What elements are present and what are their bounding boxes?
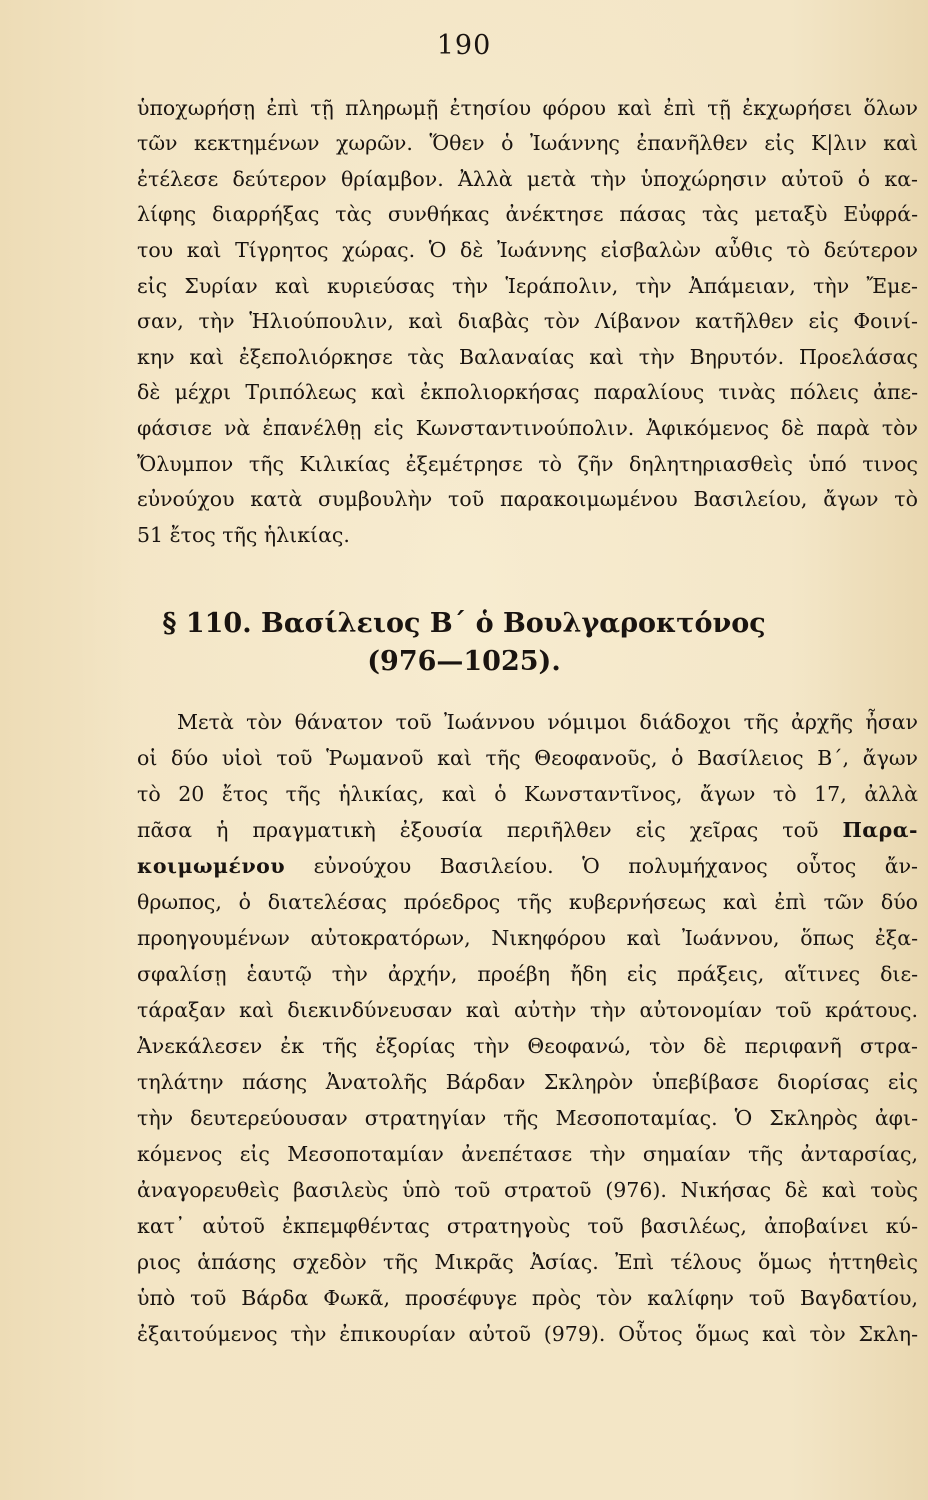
text-line: σαν, τὴν Ἡλιούπουλιν, καὶ διαβὰς τὸν Λίβανον κατῆλθεν εἰς Φοινί- <box>137 309 918 333</box>
bold-term: Παρα- <box>842 818 918 842</box>
text-line: ὑποχωρήσῃ ἐπὶ τῇ πληρωμῇ ἐτησίου φόρου καὶ ἐπὶ τῇ ἐκχωρήσει ὅλων <box>137 96 918 120</box>
text-line: ὑπὸ τοῦ Βάρδα Φωκᾶ, προσέφυγε πρὸς τὸν καλίφην τοῦ Βαγδατίου, <box>137 1286 918 1310</box>
text-line: Ὄλυμπον τῆς Κιλικίας ἐξεμέτρησε τὸ ζῆν δηλητηριασθεὶς ὑπό τινος <box>137 452 918 476</box>
text-line: ριος ἁπάσης σχεδὸν τῆς Μικρᾶς Ἀσίας. Ἐπὶ τέλους ὅμως ἡττηθεὶς <box>137 1250 918 1274</box>
text-line: κατ᾿ αὐτοῦ ἐκπεμφθέντας στρατηγοὺς τοῦ βασιλέως, ἀποβαίνει κύ- <box>137 1214 918 1238</box>
text-line: προηγουμένων αὐτοκρατόρων, Νικηφόρου καὶ Ἰωάννου, ὅπως ἐξα- <box>137 926 918 950</box>
text-line: δὲ μέχρι Τριπόλεως καὶ ἐκπολιορκήσας παραλίους τινὰς πόλεις ἀπε- <box>137 380 918 404</box>
text-line: Μετὰ τὸν θάνατον τοῦ Ἰωάννου νόμιμοι διάδοχοι τῆς ἀρχῆς ἦσαν <box>177 710 918 734</box>
text-line: κην καὶ ἐξεπολιόρκησε τὰς Βαλαναίας καὶ τὴν Βηρυτόν. Προελάσας <box>137 345 918 369</box>
section-heading: § 110. Βασίλειος Β΄ ὁ Βουλγαροκτόνος <box>162 608 766 639</box>
text-line: τὴν δευτερεύουσαν στρατηγίαν τῆς Μεσοποταμίας. Ὁ Σκληρὸς ἀφι- <box>137 1106 918 1130</box>
text-line: ἐτέλεσε δεύτερον θρίαμβον. Ἀλλὰ μετὰ τὴν ὑποχώρησιν αὐτοῦ ὁ κα- <box>137 167 918 191</box>
text-line: Ἀνεκάλεσεν ἐκ τῆς ἐξορίας τὴν Θεοφανώ, τὸν δὲ περιφανῆ στρα- <box>137 1034 918 1058</box>
text-line <box>137 815 918 845</box>
text-line: φάσισε νὰ ἐπανέλθῃ εἰς Κωνσταντινούπολιν. Ἀφικόμενος δὲ παρὰ τὸν <box>137 416 918 440</box>
page-number: 190 <box>436 30 492 61</box>
bold-term: κοιμωμένου <box>137 854 286 878</box>
text-line: σφαλίσῃ ἑαυτῷ τὴν ἀρχήν, προέβη ἤδη εἰς πράξεις, αἵτινες διε- <box>137 962 918 986</box>
text-line <box>137 851 918 881</box>
text-line: ἀναγορευθεὶς βασιλεὺς ὑπὸ τοῦ στρατοῦ (976). Νικήσας δὲ καὶ τοὺς <box>137 1178 918 1202</box>
section-heading-dates: (976—1025). <box>367 646 561 677</box>
text-line: οἱ δύο υἱοὶ τοῦ Ῥωμανοῦ καὶ τῆς Θεοφανοῦς, ὁ Βασίλειος Β΄, ἄγων <box>137 746 918 770</box>
text-line: θρωπος, ὁ διατελέσας πρόεδρος τῆς κυβερνήσεως καὶ ἐπὶ τῶν δύο <box>137 890 918 914</box>
text-line: κόμενος εἰς Μεσοποταμίαν ἀνεπέτασε τὴν σημαίαν τῆς ἀνταρσίας, <box>137 1142 918 1166</box>
text-span: εὐνούχου Βασιλείου. Ὁ πολυμήχανος οὗτος ἄν- <box>285 854 918 878</box>
text-span: πᾶσα ἡ πραγματικὴ ἐξουσία περιῆλθεν εἰς χεῖρας τοῦ <box>137 818 843 842</box>
text-line: τῶν κεκτημένων χωρῶν. Ὅθεν ὁ Ἰωάννης ἐπανῆλθεν εἰς Κ|λιν καὶ <box>137 131 918 155</box>
text-line: τὸ 20 ἔτος τῆς ἡλικίας, καὶ ὁ Κωνσταντῖνος, ἄγων τὸ 17, ἀλλὰ <box>137 782 918 806</box>
text-line: τηλάτην πάσης Ἀνατολῆς Βάρδαν Σκληρὸν ὑπεβίβασε διορίσας εἰς <box>137 1070 918 1094</box>
text-line: ἐξαιτούμενος τὴν ἐπικουρίαν αὐτοῦ (979). Οὗτος ὅμως καὶ τὸν Σκλη- <box>137 1322 918 1346</box>
text-line: εἰς Συρίαν καὶ κυριεύσας τὴν Ἱεράπολιν, τὴν Ἀπάμειαν, τὴν Ἔμε- <box>137 274 918 298</box>
text-line: τάραξαν καὶ διεκινδύνευσαν καὶ αὐτὴν τὴν αὐτονομίαν τοῦ κράτους. <box>137 998 918 1022</box>
text-line: 51 ἔτος τῆς ἡλικίας. <box>137 523 350 547</box>
text-line: του καὶ Τίγρητος χώρας. Ὁ δὲ Ἰωάννης εἰσβαλὼν αὖθις τὸ δεύτερον <box>137 238 918 262</box>
text-line: εὐνούχου κατὰ συμβουλὴν τοῦ παρακοιμωμένου Βασιλείου, ἄγων τὸ <box>137 487 918 511</box>
text-line: λίφης διαρρήξας τὰς συνθήκας ἀνέκτησε πάσας τὰς μεταξὺ Εὐφρά- <box>137 202 918 226</box>
